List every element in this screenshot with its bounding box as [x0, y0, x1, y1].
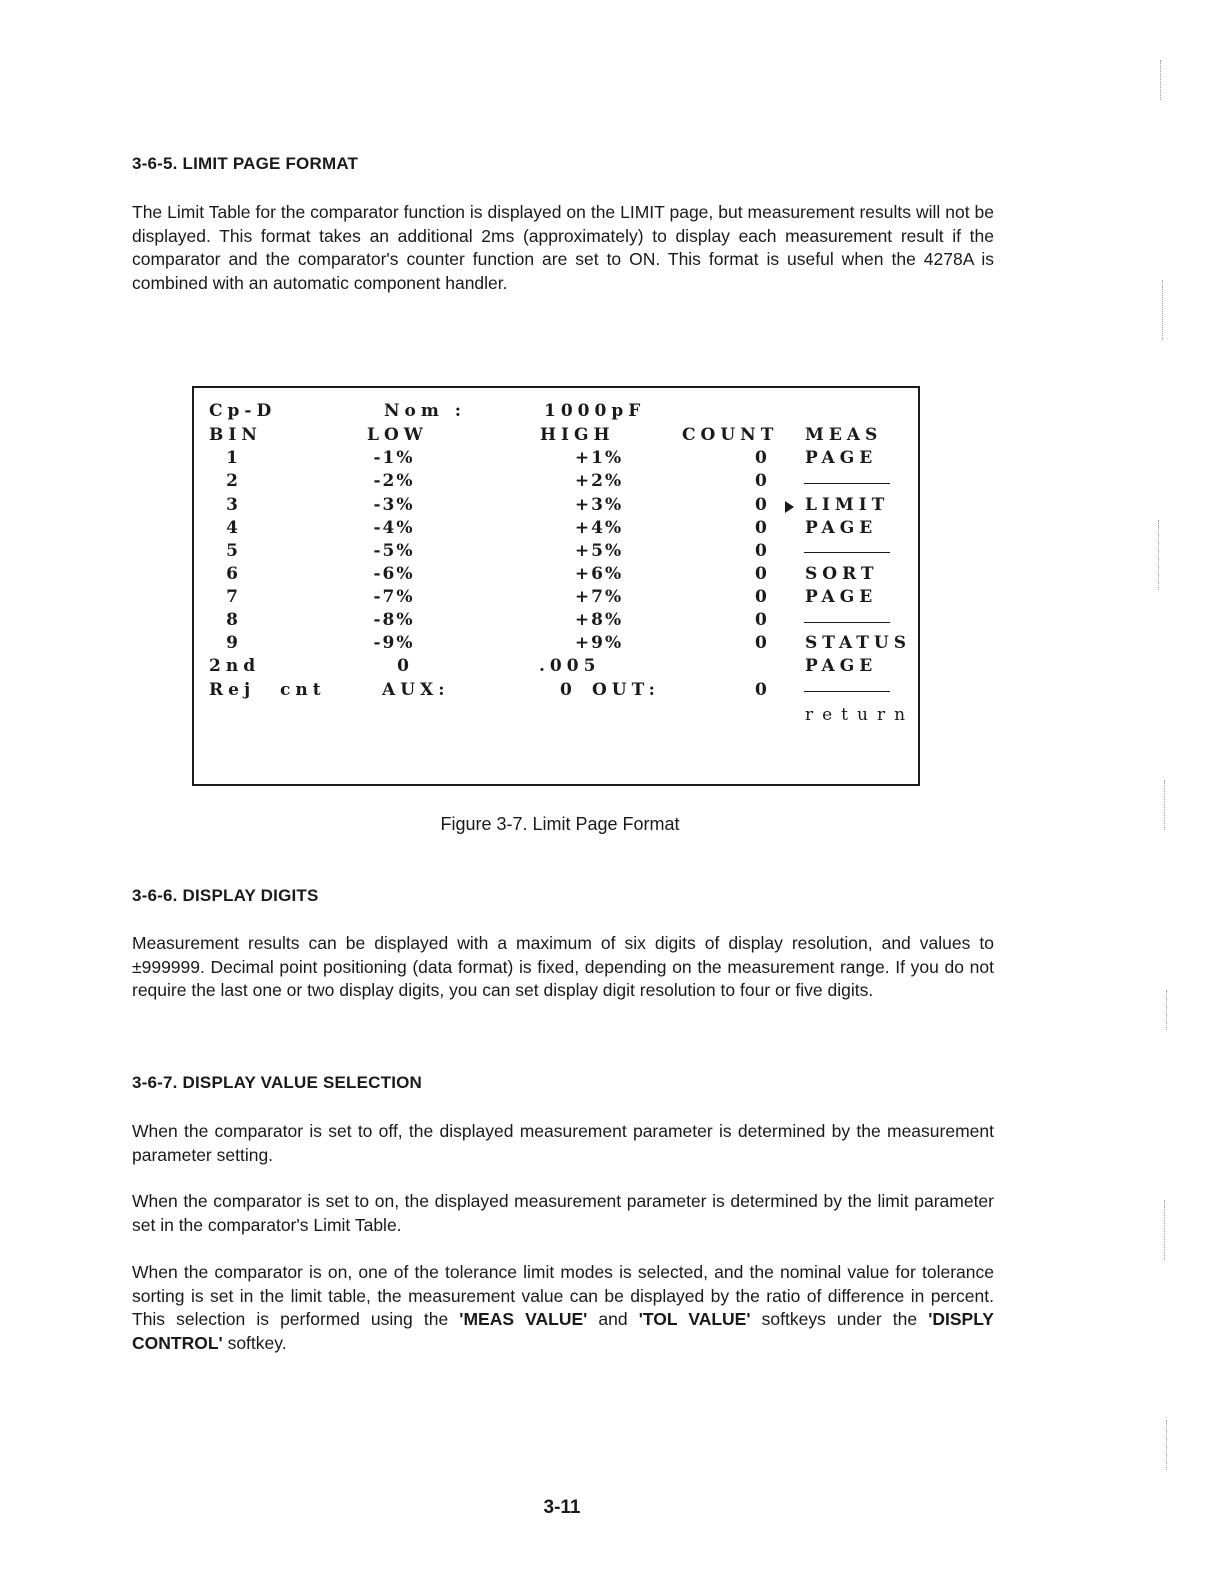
bin-high: +2%: [574, 471, 624, 491]
selection-pointer-icon: [785, 501, 794, 513]
paragraph-tolerance-display: [132, 1261, 994, 1355]
second-label: 2nd: [209, 656, 261, 676]
scan-edge-mark: [1160, 60, 1161, 100]
paragraph-display-digits: Measurement results can be displayed with a maximum of six digits of display resolution, and values to ±999999. Decimal point positioning (data format) is fixed, depending on the measurement range. If you do not require the last one or two display digits, you can set display digit resolution to four or five digits.: [132, 933, 994, 1000]
bin-number: 5: [226, 541, 240, 561]
disply-control-key: 'DISPLY CONTROL': [132, 1309, 994, 1353]
aux-value: 0: [560, 680, 577, 700]
softkey-meas-page-line1[interactable]: MEAS: [805, 425, 883, 445]
paragraph-comparator-on: When the comparator is set to on, the displayed measurement parameter is determined by the limit parameter set in the comparator's Limit Table.: [132, 1191, 994, 1235]
section-heading-limit-page-format: 3-6-5. LIMIT PAGE FORMAT: [132, 154, 359, 173]
softkey-limit-page-line1[interactable]: LIMIT: [805, 495, 890, 515]
scan-edge-mark: [1166, 1420, 1167, 1470]
tol-value-key: 'TOL VALUE': [638, 1309, 751, 1329]
scan-edge-mark: [1162, 280, 1163, 340]
bin-number: 8: [226, 610, 240, 630]
softkey-status-page-line2[interactable]: PAGE: [805, 656, 878, 676]
bin-low: -4%: [373, 518, 415, 538]
scan-edge-mark: [1166, 990, 1167, 1030]
softkey-return[interactable]: return: [805, 705, 915, 725]
bin-high: +3%: [574, 495, 624, 515]
paragraph-text: softkey.: [227, 1332, 287, 1353]
scan-edge-mark: [1164, 1200, 1165, 1260]
bin-high: +6%: [574, 564, 624, 584]
softkey-limit-page-line2[interactable]: PAGE: [805, 518, 878, 538]
bin-count: 0: [755, 518, 772, 538]
header-low: LOW: [367, 425, 428, 445]
bin-count: 0: [755, 587, 772, 607]
paragraph-comparator-off: When the comparator is set to off, the displayed measurement parameter is determined by the measurement parameter setting.: [132, 1121, 994, 1165]
out-label: OUT:: [592, 680, 660, 700]
scan-edge-mark: [1164, 780, 1165, 830]
bin-count: 0: [755, 448, 772, 468]
softkey-separator: [804, 552, 890, 553]
bin-number: 9: [226, 633, 240, 653]
bin-high: +9%: [574, 633, 624, 653]
bin-count: 0: [755, 610, 772, 630]
display-nom-value: 1000pF: [544, 401, 646, 421]
bin-number: 3: [226, 495, 240, 515]
bin-count: 0: [755, 495, 772, 515]
softkey-meas-page-line2[interactable]: PAGE: [805, 448, 878, 468]
bin-low: -2%: [373, 471, 415, 491]
bin-high: +7%: [574, 587, 624, 607]
header-bin: BIN: [209, 425, 262, 445]
bin-high: +1%: [574, 448, 624, 468]
softkey-separator: [804, 622, 890, 623]
softkey-separator: [804, 691, 890, 692]
out-value: 0: [755, 680, 772, 700]
bin-high: +8%: [574, 610, 624, 630]
header-high: HIGH: [540, 425, 615, 445]
bin-number: 7: [226, 587, 240, 607]
bin-low: -7%: [373, 587, 415, 607]
bin-count: 0: [755, 541, 772, 561]
second-low: 0: [397, 656, 411, 676]
page-number: 3-11: [543, 1497, 581, 1518]
section-heading-display-value-selection: 3-6-7. DISPLAY VALUE SELECTION: [132, 1073, 423, 1092]
bin-low: -3%: [373, 495, 415, 515]
section-heading-display-digits: 3-6-6. DISPLAY DIGITS: [132, 886, 319, 905]
bin-count: 0: [755, 633, 772, 653]
bin-low: -9%: [373, 633, 415, 653]
bin-number: 4: [226, 518, 240, 538]
bin-low: -5%: [373, 541, 415, 561]
softkey-sort-page-line2[interactable]: PAGE: [805, 587, 878, 607]
bin-number: 2: [226, 471, 240, 491]
paragraph-text: When the comparator is on, one of the tolerance limit modes is selected, and the nominal value for tolerance sorting is set in the limit table, the measurement value can be displayed by the ratio of difference in percent. This selection is performed using the: [132, 1262, 994, 1329]
bin-count: 0: [755, 564, 772, 584]
meas-value-key: 'MEAS VALUE': [459, 1309, 588, 1329]
bin-number: 1: [226, 448, 240, 468]
bin-low: -1%: [373, 448, 415, 468]
paragraph-limit-page-format: The Limit Table for the comparator function is displayed on the LIMIT page, but measurement results will not be displayed. This format takes an additional 2ms (approximately) to display each measurement result if the comparator and the comparator's counter function are set to ON. This format is useful when the 4278A is combined with an automatic component handler.: [132, 202, 994, 293]
rej-label: Rej cnt: [209, 680, 326, 700]
bin-low: -8%: [373, 610, 415, 630]
scan-edge-mark: [1158, 520, 1159, 590]
bin-count: 0: [755, 471, 772, 491]
figure-caption: Figure 3-7. Limit Page Format: [440, 814, 680, 834]
softkey-separator: [804, 483, 890, 484]
bin-high: +4%: [574, 518, 624, 538]
header-count: COUNT: [682, 425, 779, 445]
display-param: Cp-D: [209, 401, 277, 421]
paragraph-text: and: [598, 1309, 628, 1329]
bin-number: 6: [226, 564, 240, 584]
softkey-sort-page-line1[interactable]: SORT: [805, 564, 879, 584]
bin-high: +5%: [574, 541, 624, 561]
second-high: .005: [539, 656, 601, 676]
softkey-status-page-line1[interactable]: STATUS: [805, 633, 912, 653]
paragraph-text: softkeys under the: [761, 1309, 918, 1329]
limit-page-display: [192, 386, 920, 786]
aux-label: AUX:: [382, 680, 450, 700]
bin-low: -6%: [373, 564, 415, 584]
display-nom-label: Nom :: [384, 401, 467, 421]
